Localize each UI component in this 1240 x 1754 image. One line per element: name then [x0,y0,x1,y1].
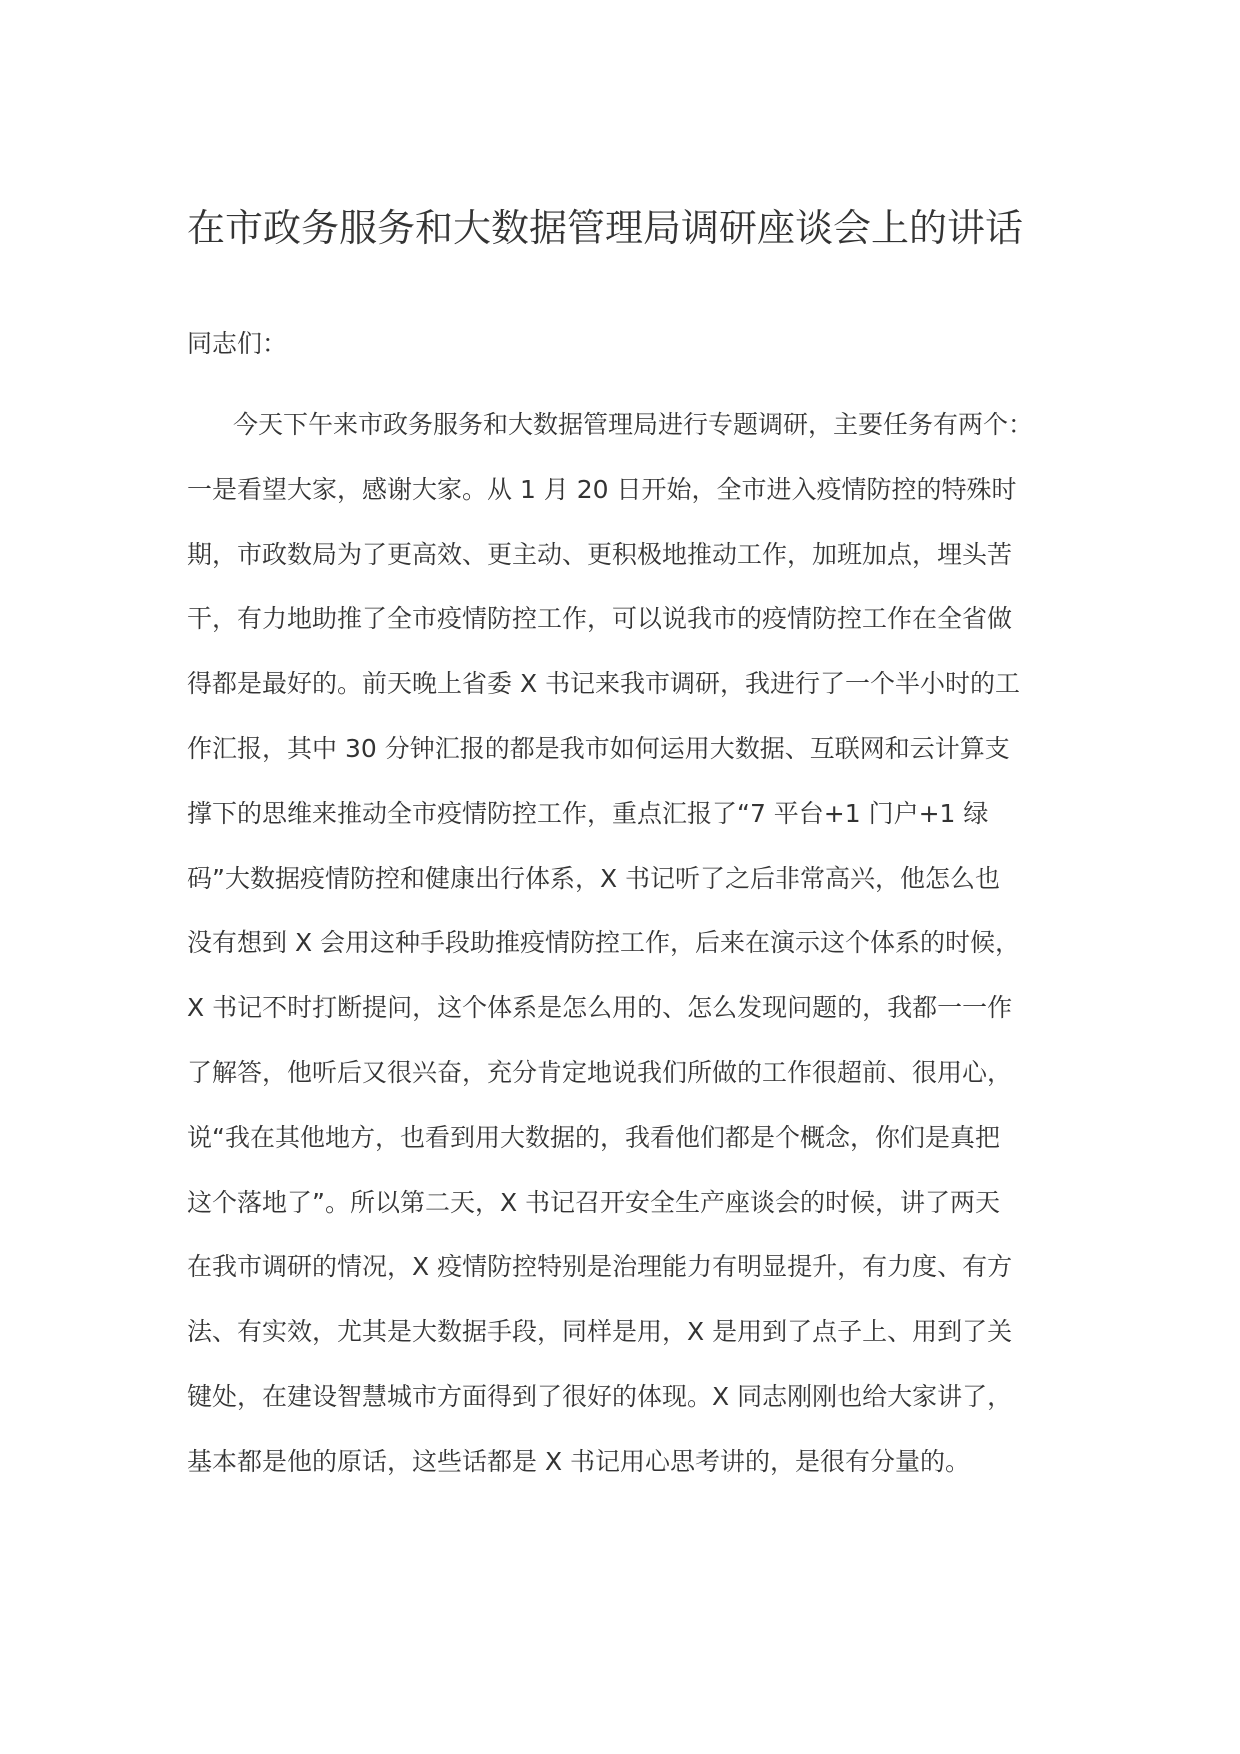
body-line: 作汇报，其中 30 分钟汇报的都是我市如何运用大数据、互联网和云计算支 [187,733,1010,763]
body-line: 在我市调研的情况，X 疫情防控特别是治理能力有明显提升，有力度、有方 [187,1252,1013,1282]
body-line: 干，有力地助推了全市疫情防控工作，可以说我市的疫情防控工作在全省做 [187,604,1013,634]
salutation: 同志们： [187,329,288,358]
body-line: 今天下午来市政务服务和大数据管理局进行专题调研，主要任务有两个： [233,410,1034,439]
body-paragraph [187,405,1087,1507]
body-line: 期，市政数局为了更高效、更主动、更积极地推动工作，加班加点，埋头苦 [187,539,1013,569]
body-line: 这个落地了”。所以第二天，X 书记召开安全生产座谈会的时候，讲了两天 [187,1187,1001,1217]
body-line: 得都是最好的。前天晚上省委 X 书记来我市调研，我进行了一个半小时的工 [187,669,1021,699]
body-line: 基本都是他的原话，这些话都是 X 书记用心思考讲的，是很有分量的。 [187,1446,971,1476]
document-title: 在市政务服务和大数据管理局调研座谈会上的讲话 [187,206,1024,250]
body-line: 撑下的思维来推动全市疫情防控工作，重点汇报了“7 平台+1 门户+1 绿 [187,798,989,828]
body-line: 说“我在其他地方，也看到用大数据的，我看他们都是个概念，你们是真把 [187,1122,1000,1152]
body-line: 了解答，他听后又很兴奋，充分肯定地说我们所做的工作很超前、很用心， [187,1057,1013,1087]
body-line: 一是看望大家，感谢大家。从 1 月 20 日开始，全市进入疫情防控的特殊时 [187,474,1017,504]
body-line: 法、有实效，尤其是大数据手段，同样是用，X 是用到了点子上、用到了关 [187,1317,1013,1347]
body-line: 键处，在建设智慧城市方面得到了很好的体现。X 同志刚刚也给大家讲了， [187,1381,1013,1411]
body-line: 没有想到 X 会用这种手段助推疫情防控工作，后来在演示这个体系的时候， [187,928,1021,958]
body-line: 码”大数据疫情防控和健康出行体系，X 书记听了之后非常高兴，他怎么也 [187,863,1001,893]
body-line: X 书记不时打断提问，这个体系是怎么用的、怎么发现问题的，我都一一作 [187,993,1013,1023]
